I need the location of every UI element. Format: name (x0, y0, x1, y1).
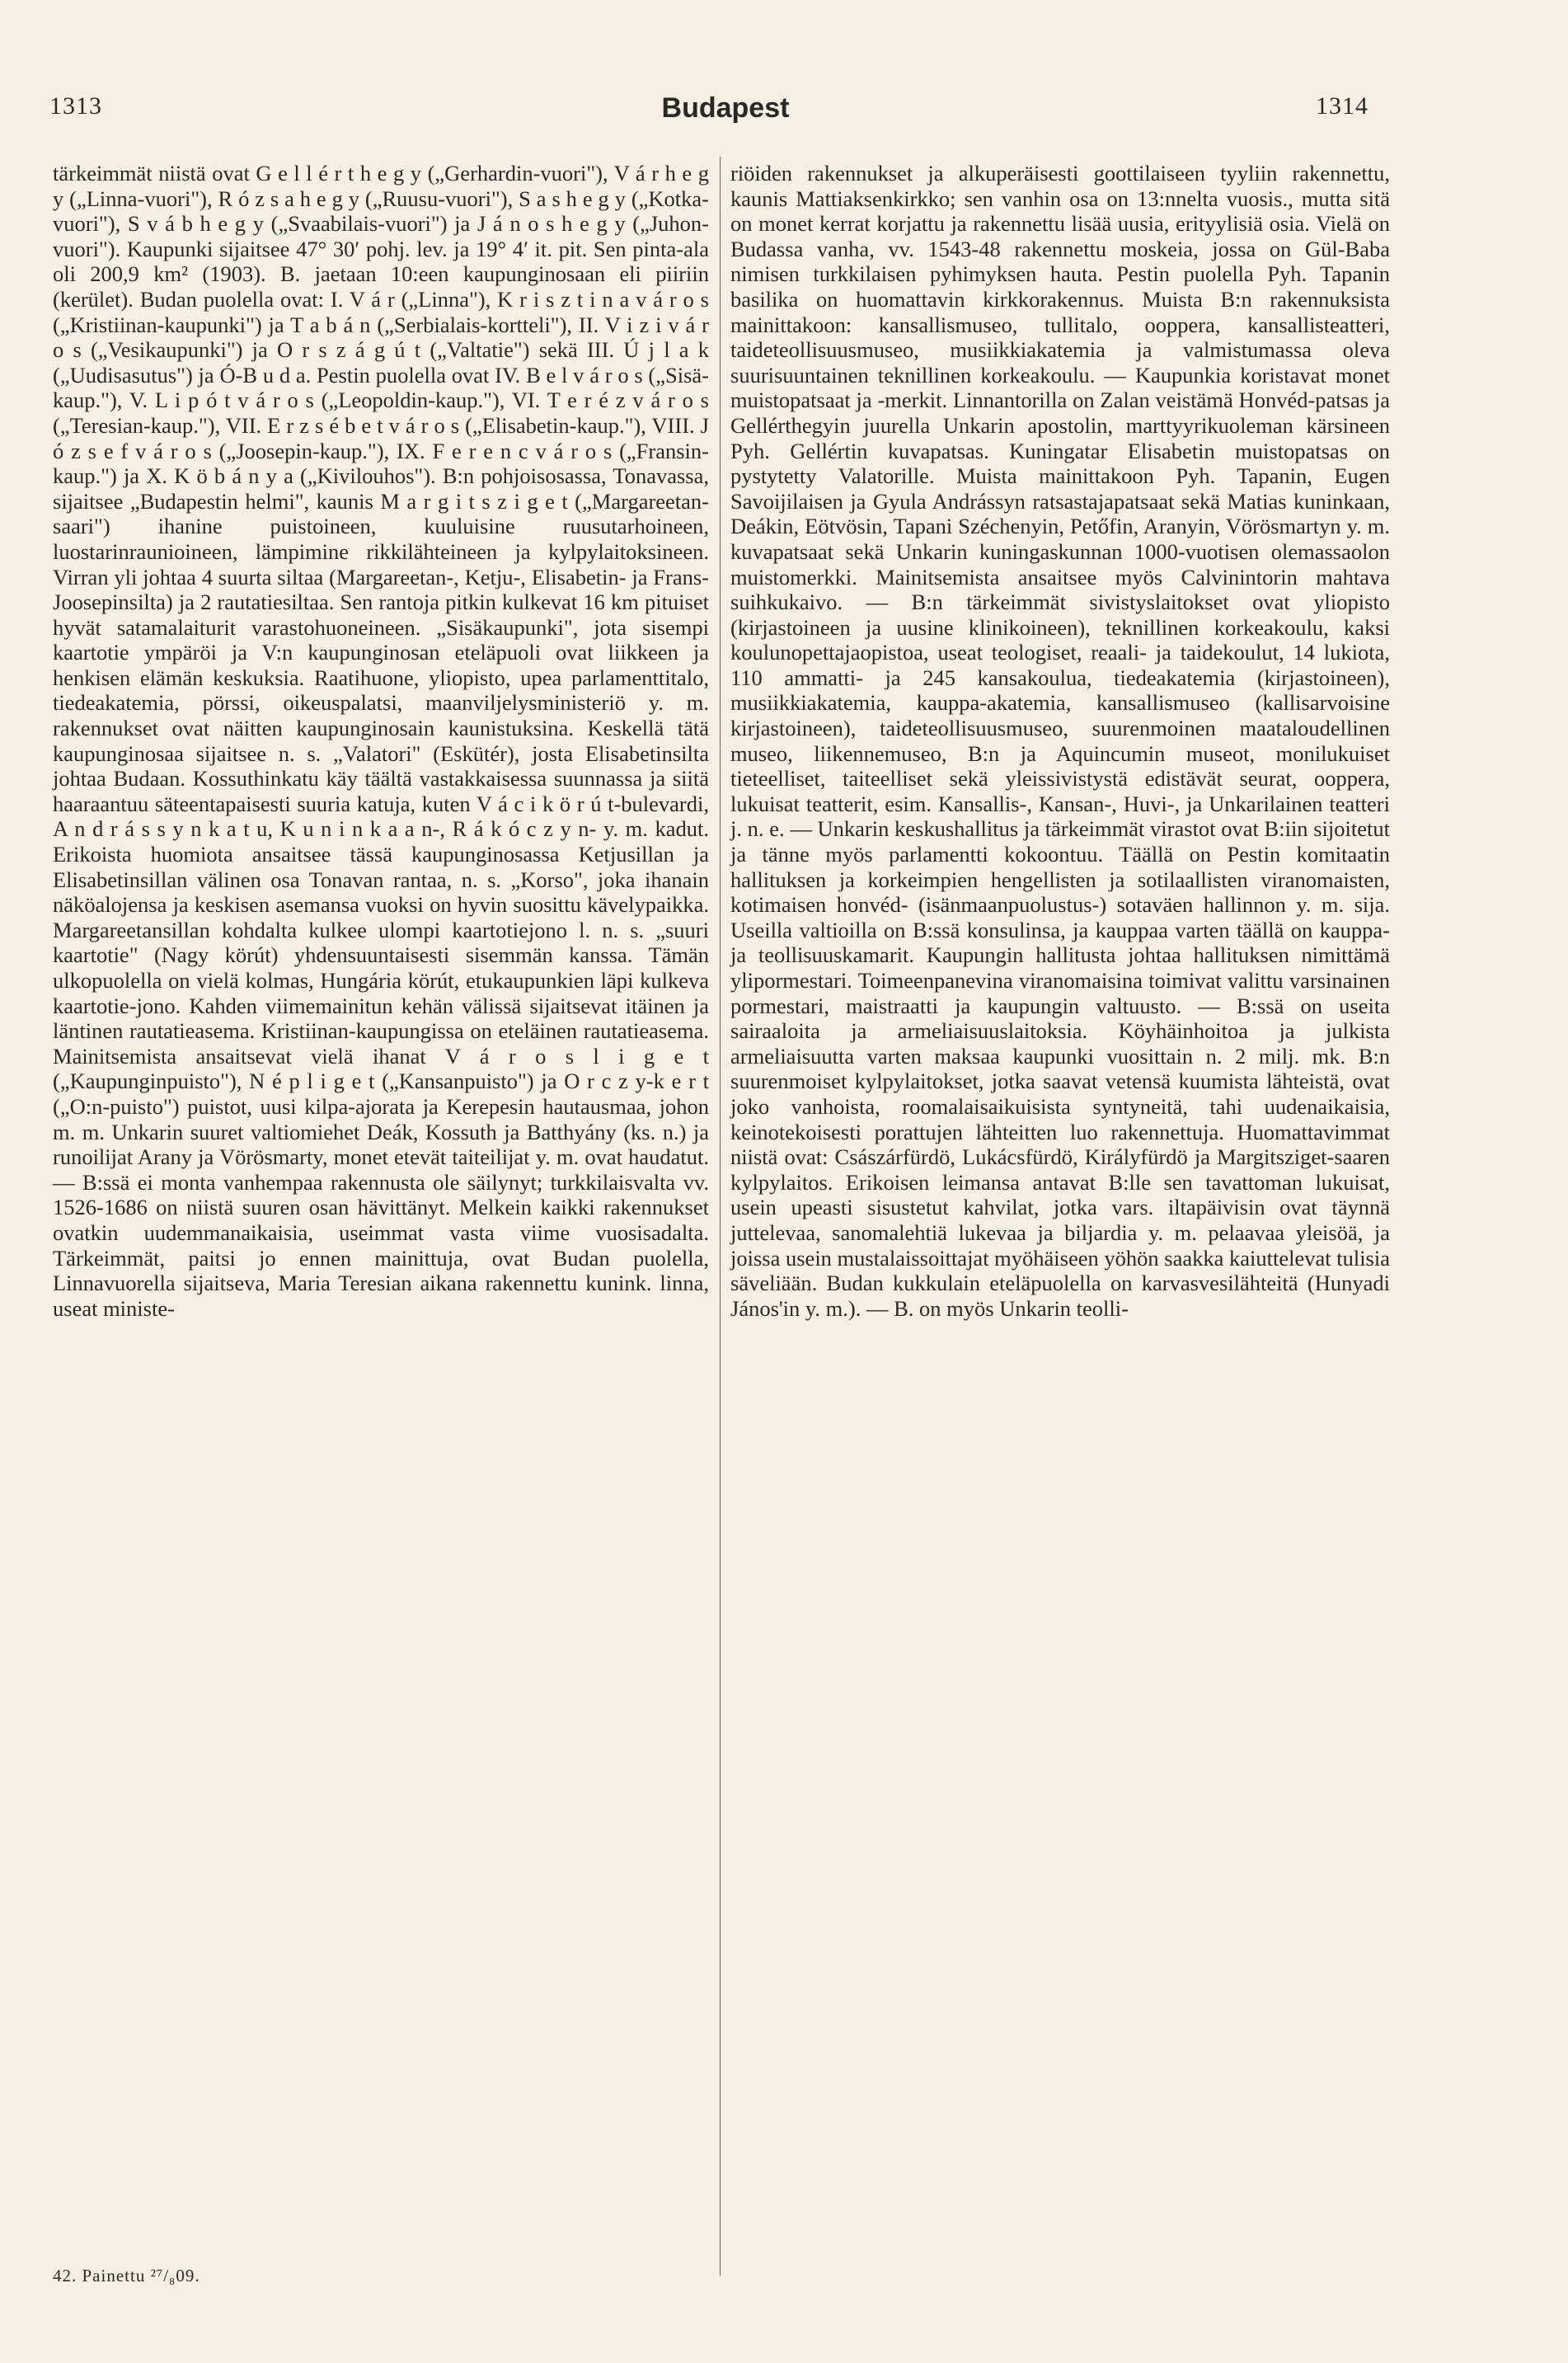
page-title: Budapest (661, 92, 790, 124)
right-column (730, 161, 1390, 1321)
left-page-number: 1313 (49, 92, 102, 120)
left-column (53, 161, 709, 1321)
page-header (49, 92, 1368, 134)
right-column-text: riöiden rakennukset ja alkuperäisesti goottilaiseen tyyliin rakennettu, kaunis Mattiaksenkirkko; sen vanhin osa on 13:nnelta vuosis., mutta sitä on monet kerrat korjattu ja rakennettu lisää uusia, erityylisiä osia. Vielä on Budassa vanha, vv. 1543-48 rakennettu moskeia, jossa on Gül-Baba nimisen turkkilaisen pyhimyksen hauta. Pestin puolella Pyh. Tapanin basilika on huomattavin kirkkorakennus. Muista B:n rakennuksista mainittakoon: kansallismuseo, tullitalo, ooppera, kansallisteatteri, taideteollisuusmuseo, musiikkiakatemia ja valmistumassa oleva suurisuuntainen teknillinen korkeakoulu. — Kaupunkia koristavat monet muistopatsaat ja -merkit. Linnantorilla on Zalan veistämä Honvéd-patsas ja Gellérthegyin juurella Unkarin apostolin, marttyyrikuoleman kärsineen Pyh. Gellértin kuvapatsas. Kuningatar Elisabetin muistopatsas on pystytetty Valatorille. Muista mainittakoon Pyh. Tapanin, Eugen Savoijilaisen ja Gyula Andrássyn ratsastajapatsaat sekä Matias kuninkaan, Deákin, Eötvösin, Tapani Széchenyin, Petőfin, Aranyin, Vörösmartyn y. m. kuvapatsaat sekä Unkarin kuningaskunnan 1000-vuotisen olemassaolon muistomerkki. Mainitsemista ansaitsee myös Calvinintorin mahtava suihkukaivo. — B:n tärkeimmät sivistyslaitokset ovat yliopisto (kirjastoineen ja uusine klinikoineen), teknillinen korkeakoulu, kaksi koulunopettajaopistoa, useat teologiset, reaali- ja taidekoulut, 14 lukiota, 110 ammatti- ja 245 kansakoulua, tiedeakatemia (kirjastoineen), musiikkiakatemia, kauppa-akatemia, kansallismuseo (kallisarvoisine kirjastoineen), taideteollisuusmuseo, suurenmoinen maataloudellinen museo, liikennemuseo, B:n ja Aquincumin museot, monilukuiset tieteelliset, taiteelliset sekä yleissivistystä edistävät seurat, ooppera, lukuisat teatterit, esim. Kansallis-, Kansan-, Huvi-, ja Unkarilainen teatteri j. n. e. — Unkarin keskushallitus ja tärkeimmät virastot ovat B:iin sijoitetut ja tänne myös parlamentti kokoontuu. Täällä on Pestin komitaatin hallituksen ja korkeimpien hengellisten ja sotilaallisten viranomaisten, kotimaisen honvéd- (isänmaanpuolustus-) sotaväen hallinnon y. m. sija. Useilla valtioilla on B:ssä konsulinsa, ja kauppaa varten täällä on kauppa- ja teollisuuskamarit. Kaupungin hallitusta johtaa hallituksen nimittämä ylipormestari. Toimeenpanevina viranomaisina toimivat valittu varsinainen pormestari, maistraatti ja kaupungin valtuusto. — B:ssä on useita sairaaloita ja armeliaisuuslaitoksia. Köyhäinhoitoa ja julkista armeliaisuutta varten maksaa kaupunki vuosittain n. 2 milj. mk. B:n suurenmoiset kylpylaitokset, jotka saavat vetensä kuumista lähteistä, ovat joko vanhoista, roomalaisaikuisista syntyneitä, tahi uudenaikaisia, keinotekoisesti porattujen lähteitten luo rakennettuja. Huomattavimmat niistä ovat: Császárfürdö, Lukácsfürdö, Királyfürdö ja Margitsziget-saaren kylpylaitos. Erikoisen leimansa antavat B:lle sen tavattoman lukuisat, usein upeasti sisustetut kahvilat, jotka vars. iltapäivisin ovat täynnä juttelevaa, sanomalehtiä lukevaa ja biljardia y. m. pelaavaa yleisöä, ja joissa usein mustalaissoittajat myöhäiseen yöhön saakka kaiuttelevat tulisia säveliään. Budan kukkulain eteläpuolella on karvasvesilähteitä (Hunyadi János'in y. m.). — B. on myös Unkarin teolli- (730, 161, 1390, 1321)
column-divider (720, 157, 721, 2276)
left-column-text: tärkeimmät niistä ovat G e l l é r t h e g y („Gerhardin-vuori"), V á r h e g y („Linna-vuori"), R ó z s a h e g y („Ruusu-vuori"), S a s h e g y („Kotka-vuori"), S v á b h e g y („Svaabilais-vuori") ja J á n o s h e g y („Juhon-vuori"). Kaupunki sijaitsee 47° 30′ pohj. lev. ja 19° 4′ it. pit. Sen pinta-ala oli 200,9 km² (1903). B. jaetaan 10:een kaupunginosaan eli piiriin (kerület). Budan puolella ovat: I. V á r („Linna"), K r i s z t i n a v á r o s („Kristiinan-kaupunki") ja T a b á n („Serbialais-kortteli"), II. V i z i v á r o s („Vesikaupunki") ja O r s z á g ú t („Valtatie") sekä III. Ú j l a k („Uudisasutus") ja Ó-B u d a. Pestin puolella ovat IV. B e l v á r o s („Sisä-kaup."), V. L i p ó t v á r o s („Leopoldin-kaup."), VI. T e r é z v á r o s („Teresian-kaup."), VII. E r z s é b e t v á r o s („Elisabetin-kaup."), VIII. J ó z s e f v á r o s („Joosepin-kaup."), IX. F e r e n c v á r o s („Fransin-kaup.") ja X. K ö b á n y a („Kivilouhos"). B:n pohjoisosassa, Tonavassa, sijaitsee „Budapestin helmi", kaunis M a r g i t s z i g e t („Margareetan-saari") ihanine puistoineen, kuuluisine ruusutarhoineen, luostarinraunioineen, lämpimine rikkilähteineen ja kylpylaitoksineen. Virran yli johtaa 4 suurta siltaa (Margareetan-, Ketju-, Elisabetin- ja Frans-Joosepinsilta) ja 2 rautatiesiltaa. Sen rantoja pitkin kulkevat 16 km pituiset hyvät satamalaiturit varastohuoneineen. „Sisäkaupunki", jota sisempi kaartotie ympäröi ja V:n kaupunginosan eteläpuoli ovat liikkeen ja henkisen elämän keskuksia. Raatihuone, yliopisto, upea parlamenttitalo, tiedeakatemia, pörssi, oikeuspalatsi, maanviljelysministeriö y. m. rakennukset ovat näitten kaupunginosain kaunistuksina. Keskellä tätä kaupunginosaa sijaitsee n. s. „Valatori" (Eskütér), josta Elisabetinsilta johtaa Budaan. Kossuthinkatu käy täältä vastakkaisessa suunnassa ja siitä haaraantuu säteentapaisesti suuria katuja, kuten V á c i k ö r ú t-bulevardi, A n d r á s s y n k a t u, K u n i n k a a n-, R á k ó c z y n- y. m. kadut. Erikoista huomiota ansaitsee tässä kaupunginosassa Ketjusillan ja Elisabetinsillan välinen osa Tonavan rantaa, n. s. „Korso", joka ihanain näköalojensa ja keskisen asemansa vuoksi on hyvin suosittu kävelypaikka. Margareetansillan kohdalta kulkee ulompi kaartotiejono l. n. s. „suuri kaartotie" (Nagy körút) yhdensuuntaisesti sisemmän kanssa. Tämän ulkopuolella on vielä kolmas, Hungária körút, etukaupunkien läpi kulkeva kaartotie-jono. Kahden viimemainitun kehän välissä sijaitsevat itäinen ja läntinen rautatieasema. Kristiinan-kaupungissa on eteläinen rautatieasema. Mainitsemista ansaitsevat vielä ihanat V á r o s l i g e t („Kaupunginpuisto"), N é p l i g e t („Kansanpuisto") ja O r c z y-k e r t („O:n-puisto") puistot, uusi kilpa-ajorata ja Kerepesin hautausmaa, johon m. m. Unkarin suuret valtiomiehet Deák, Kossuth ja Batthyány (ks. n.) ja runoilijat Arany ja Vörösmarty, monet etevät taiteilijat y. m. ovat haudatut. — B:ssä ei monta vanhempaa rakennusta ole säilynyt; turkkilaisvalta vv. 1526-1686 on niistä suuren osan hävittänyt. Melkein kaikki rakennukset ovatkin uudemmanaikaisia, useimmat vasta viime vuosisadalta. Tärkeimmät, paitsi jo ennen mainittuja, ovat Budan puolella, Linnavuorella sijaitseva, Maria Teresian aikana rakennettu kunink. linna, useat ministe- (53, 161, 709, 1321)
print-footer: 42. Painettu ²⁷/₈09. (53, 2266, 200, 2285)
right-page-number: 1314 (1316, 92, 1368, 120)
